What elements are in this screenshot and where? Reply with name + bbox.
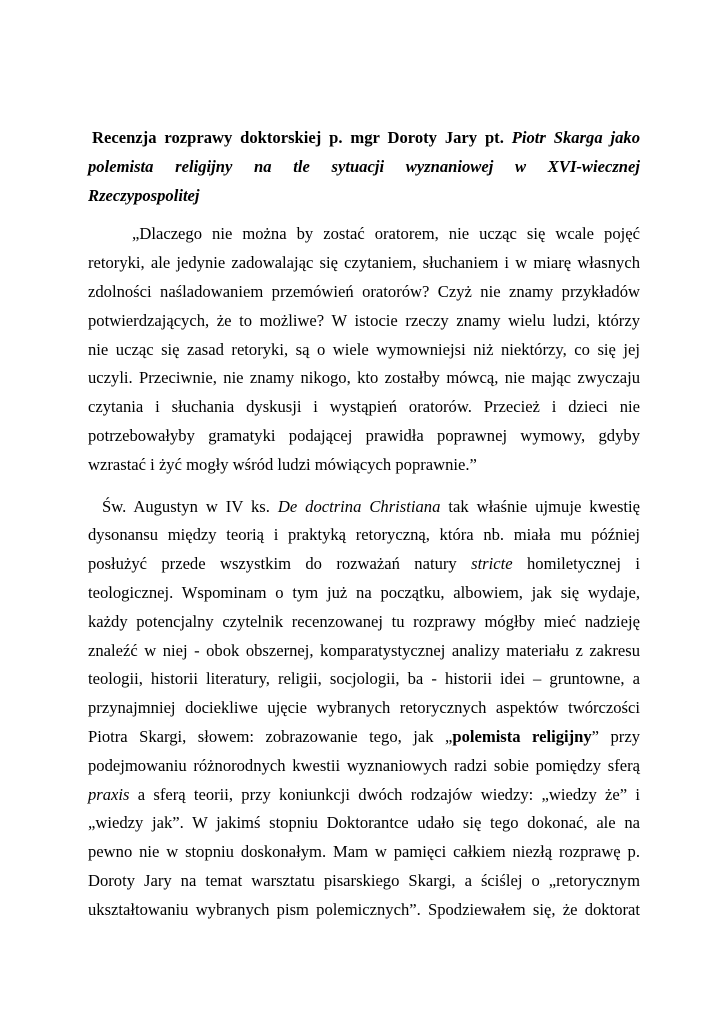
title-italic-1: Piotr Skarga jako — [511, 128, 640, 147]
work-title-italic: De doctrina Christiana — [277, 496, 441, 516]
body-line-12: „wiedzy jak”. W jakimś stopniu Doktorantce udało się tego dokonać, ale na — [88, 813, 640, 833]
body-paragraph — [88, 493, 640, 925]
body-line-2: dysonansu między teorią i praktyką retoryczną, która nb. miała mu później — [88, 525, 640, 545]
body-line-3 — [88, 550, 640, 579]
quote-line: uczyli. Przeciwnie, nie znamy nikogo, kto zostałby mówcą, nie mając zwyczaju — [88, 368, 640, 388]
body-line-15: ukształtowaniu wybranych pism polemicznych”. Spodziewałem się, że doktorat — [88, 899, 640, 919]
body-text: Św. Augustyn w IV ks. — [102, 496, 270, 516]
body-text: ” przy — [591, 726, 640, 746]
body-text: posłużyć przede wszystkim do rozważań natury — [88, 554, 457, 574]
praxis-italic: praxis — [88, 784, 130, 804]
body-text: a sferą teorii, przy koniunkcji dwóch rodzajów wiedzy: „wiedzy że” i — [137, 784, 641, 804]
body-line-4: teologicznej. Wspominam o tym już na początku, albowiem, jak się wydaje, — [88, 582, 640, 602]
title-italic-3: Rzeczypospolitej — [88, 185, 200, 205]
title-prefix: Recenzja rozprawy doktorskiej p. mgr Doroty Jary pt. — [92, 128, 504, 147]
quote-line: potwierdzających, że to możliwe? W istocie rzeczy znamy wielu ludzi, którzy — [88, 310, 640, 330]
title-line-2 — [88, 153, 640, 182]
body-line-14: Doroty Jary na temat warsztatu pisarskiego Skargi, a ściślej o „retorycznym — [88, 870, 640, 890]
title-line-1 — [88, 124, 640, 153]
body-line-1 — [88, 493, 640, 522]
quote-line: nie ucząc się zasad retoryki, są o wiele wymowniejsi niż niektórzy, co się jej — [88, 339, 640, 359]
quote-line: potrzebowałyby gramatyki podającej prawidła poprawnej wymowy, gdyby — [88, 425, 640, 445]
quote-line: czytania i słuchania dyskusji i wystąpień oratorów. Przecież i dzieci nie — [88, 397, 640, 417]
quote-line: „Dlaczego nie można by zostać oratorem, nie ucząc się wcale pojęć — [132, 224, 640, 244]
quote-line: zdolności naśladowaniem przemówień oratorów? Czyż nie znamy przykładów — [88, 281, 640, 301]
quote-line: wzrastać i żyć mogły wśród ludzi mówiących poprawnie.” — [88, 454, 477, 474]
title-line-3 — [88, 182, 640, 211]
quote-line: retoryki, ale jedynie zadowalając się czytaniem, słuchaniem i w miarę własnych — [88, 253, 640, 273]
stricte-italic: stricte — [471, 554, 513, 574]
augustine-quote — [88, 220, 640, 479]
title-italic-2: polemista religijny na tle sytuacji wyznaniowej w XVI-wiecznej — [88, 156, 640, 176]
body-line-13: pewno nie w stopniu doskonałym. Mam w pamięci całkiem niezłą rozprawę p. — [88, 842, 640, 862]
body-line-9 — [88, 723, 640, 752]
body-text: tak właśnie ujmuje kwestię — [448, 496, 640, 516]
body-line-6: znaleźć w niej - obok obszernej, komparatystycznej analizy materiału z zakresu — [88, 640, 640, 660]
body-line-5: każdy potencjalny czytelnik recenzowanej tu rozprawy mógłby mieć nadzieję — [88, 611, 640, 631]
body-line-11 — [88, 781, 640, 810]
polemista-bold: polemista religijny — [452, 726, 592, 746]
document-page — [88, 124, 640, 925]
document-title — [88, 124, 640, 210]
body-text: Piotra Skargi, słowem: zobrazowanie tego, jak „ — [88, 726, 453, 746]
body-line-7: teologii, historii literatury, religii, socjologii, ba - historii idei – gruntowne, a — [88, 669, 640, 689]
body-text: homiletycznej i — [527, 554, 640, 574]
body-line-8: przynajmniej dociekliwe ujęcie wybranych retorycznych aspektów twórczości — [88, 698, 640, 718]
body-line-10: podejmowaniu różnorodnych kwestii wyznaniowych radzi sobie pomiędzy sferą — [88, 755, 640, 775]
